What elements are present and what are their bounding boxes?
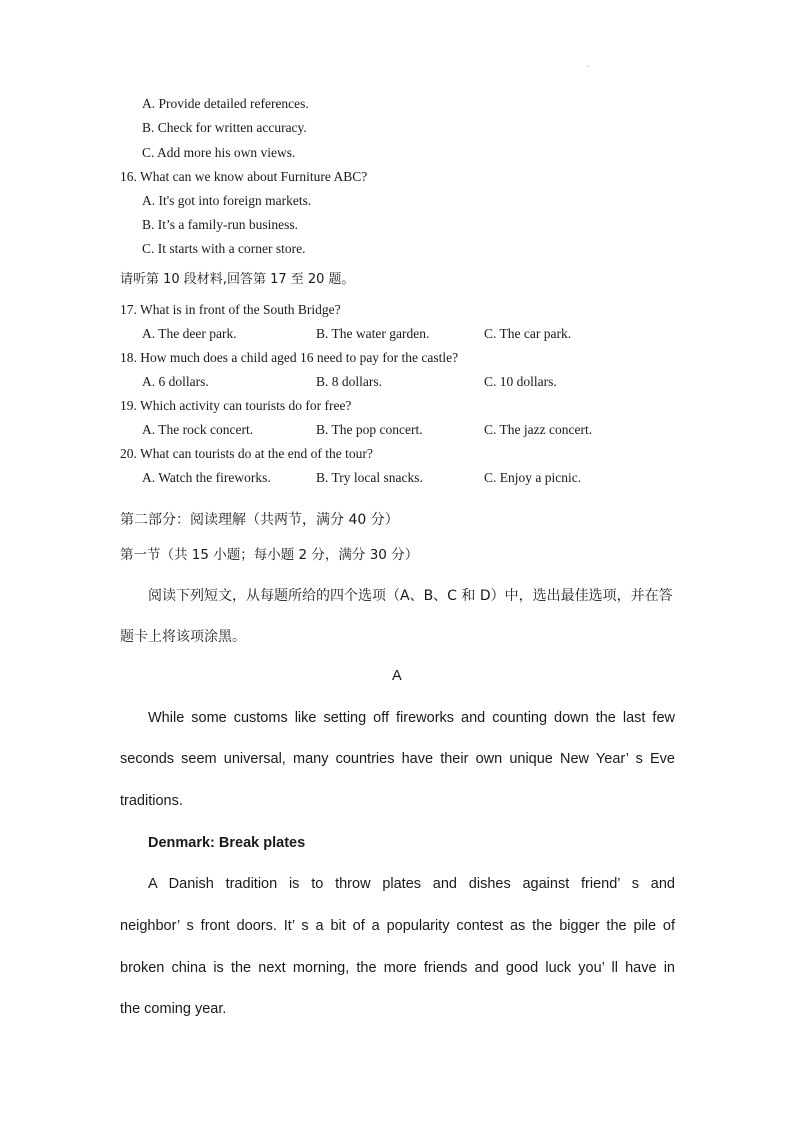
q17-option-a: A. The deer park. bbox=[142, 326, 237, 341]
q16-option-c: C. It starts with a corner store. bbox=[142, 241, 306, 256]
q20-option-b: B. Try local snacks. bbox=[316, 470, 423, 485]
reading-instruction-line1: 阅读下列短文，从每题所给的四个选项（A、B、C 和 D）中，选出最佳选项，并在答 bbox=[148, 588, 673, 604]
q19-option-a: A. The rock concert. bbox=[142, 422, 254, 437]
intro-line-3: traditions. bbox=[120, 793, 183, 809]
q19-option-c: C. The jazz concert. bbox=[484, 422, 593, 437]
section1-title: 第一节（共 15 小题；每小题 2 分，满分 30 分） bbox=[120, 547, 419, 563]
part2-title: 第二部分：阅读理解（共两节，满分 40 分） bbox=[120, 512, 399, 528]
q16-option-b: B. It’s a family-run business. bbox=[142, 217, 298, 232]
denmark-line-3: broken china is the next morning, the more friends and good luck you’ ll have in bbox=[120, 960, 675, 976]
q18-option-a: A. 6 dollars. bbox=[142, 374, 209, 389]
q18-option-c: C. 10 dollars. bbox=[484, 374, 557, 389]
page-mark: · bbox=[587, 62, 590, 71]
q15-option-a: A. Provide detailed references. bbox=[142, 96, 309, 111]
q15-option-c: C. Add more his own views. bbox=[142, 145, 296, 160]
q19-option-b: B. The pop concert. bbox=[316, 422, 423, 437]
denmark-heading: Denmark: Break plates bbox=[148, 835, 306, 851]
intro-line-1: While some customs like setting off fireworks and counting down the last few bbox=[148, 710, 675, 726]
q19-question: 19. Which activity can tourists do for free? bbox=[120, 398, 352, 413]
denmark-line-4: the coming year. bbox=[120, 1001, 227, 1017]
q20-option-c: C. Enjoy a picnic. bbox=[484, 470, 582, 485]
q20-question: 20. What can tourists do at the end of the tour? bbox=[120, 446, 373, 461]
passage-label: A bbox=[392, 668, 402, 684]
q16-question: 16. What can we know about Furniture ABC? bbox=[120, 169, 368, 184]
intro-line-2: seconds seem universal, many countries have their own unique New Year’ s Eve bbox=[120, 751, 675, 767]
q18-question: 18. How much does a child aged 16 need to pay for the castle? bbox=[120, 350, 459, 365]
q16-option-a: A. It's got into foreign markets. bbox=[142, 193, 312, 208]
q17-option-b: B. The water garden. bbox=[316, 326, 430, 341]
denmark-line-1: A Danish tradition is to throw plates and dishes against friend’ s and bbox=[148, 876, 675, 892]
q15-option-b: B. Check for written accuracy. bbox=[142, 120, 307, 135]
q18-option-b: B. 8 dollars. bbox=[316, 374, 382, 389]
q17-question: 17. What is in front of the South Bridge? bbox=[120, 302, 341, 317]
denmark-line-2: neighbor’ s front doors. It’ s a bit of a popularity contest as the bigger the pile of bbox=[120, 918, 675, 934]
listening-instruction: 请听第 10 段材料,回答第 17 至 20 题。 bbox=[120, 272, 355, 287]
q20-option-a: A. Watch the fireworks. bbox=[142, 470, 271, 485]
q17-option-c: C. The car park. bbox=[484, 326, 572, 341]
reading-instruction-line2: 题卡上将该项涂黑。 bbox=[120, 629, 246, 645]
